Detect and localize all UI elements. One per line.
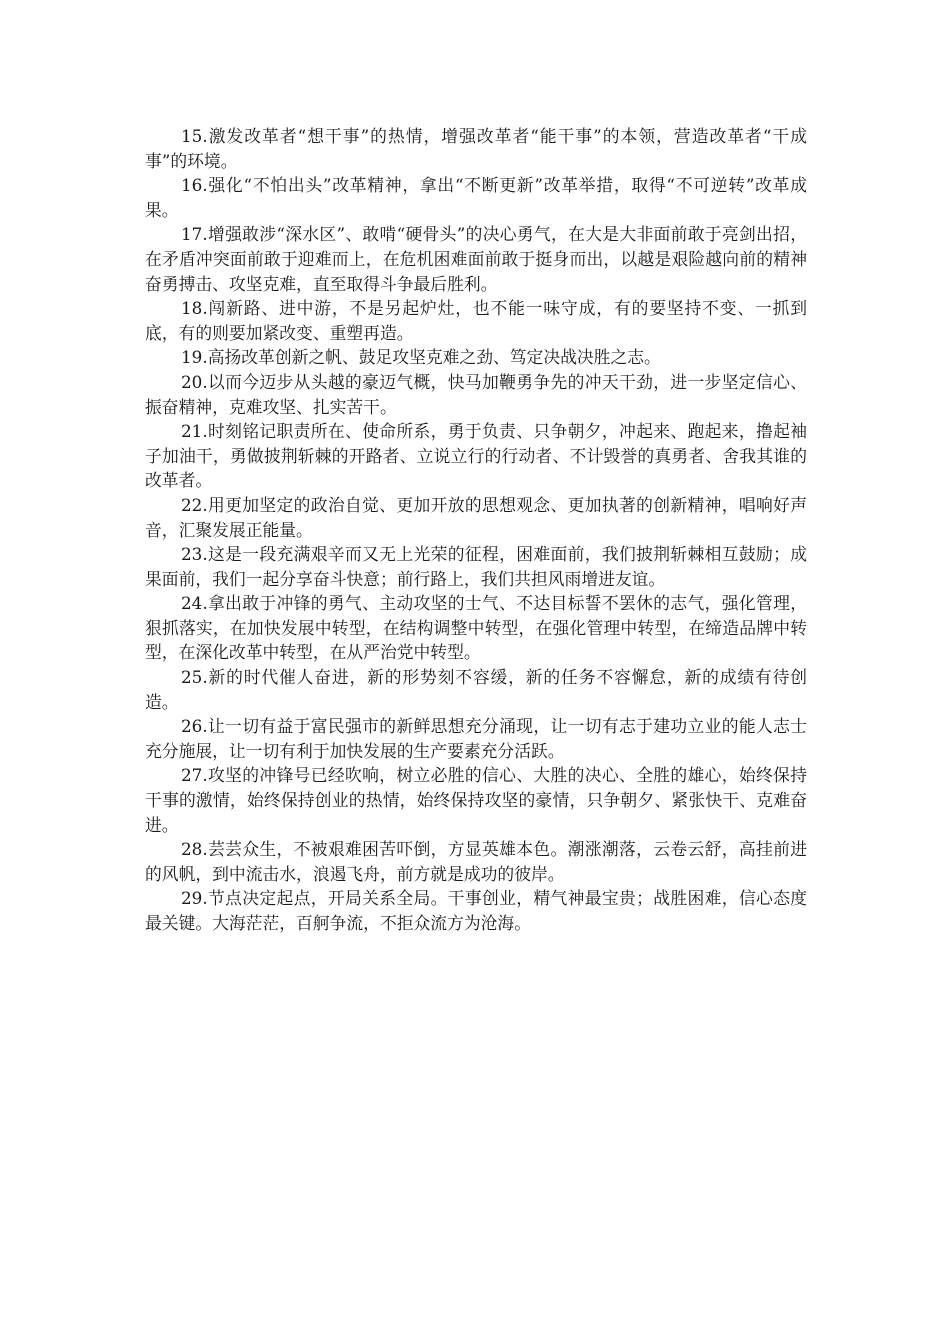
paragraph-15: 15.激发改革者“想干事”的热情，增强改革者“能干事”的本领，营造改革者“干成事”的环境。 (145, 126, 807, 171)
document-body (145, 124, 807, 936)
paragraph-22: 22.用更加坚定的政治自觉、更加开放的思想观念、更加执著的创新精神，唱响好声音，汇聚发展正能量。 (145, 494, 807, 540)
paragraph-28: 28.芸芸众生，不被艰难困苦吓倒，方显英雄本色。潮涨潮落，云卷云舒，高挂前进的风帆，到中流击水，浪遏飞舟，前方就是成功的彼岸。 (145, 839, 807, 884)
paragraph-20: 20.以而今迈步从头越的豪迈气概，快马加鞭勇争先的冲天干劲，进一步坚定信心、振奋精神，克难攻坚、扎实苦干。 (145, 371, 807, 417)
paragraph-21: 21.时刻铭记职责所在、使命所系，勇于负责、只争朝夕，冲起来、跑起来，撸起袖子加油干，勇做披荆斩棘的开路者、立说立行的行动者、不计毁誉的真勇者、舍我其谁的改革者。 (145, 421, 807, 491)
paragraph-29: 29.节点决定起点，开局关系全局。干事创业，精气神最宝贵；战胜困难，信心态度最关键。大海茫茫，百舸争流，不拒众流方为沧海。 (145, 888, 807, 933)
paragraph-25: 25.新的时代催人奋进，新的形势刻不容缓，新的任务不容懈怠，新的成绩有待创造。 (145, 667, 807, 712)
paragraph-18: 18.闯新路、进中游，不是另起炉灶，也不能一味守成，有的要坚持不变、一抓到底，有的则要加紧改变、重塑再造。 (145, 298, 807, 343)
paragraph-27: 27.攻坚的冲锋号已经吹响，树立必胜的信心、大胜的决心、全胜的雄心，始终保持干事的激情，始终保持创业的热情，始终保持攻坚的豪情，只争朝夕、紧张快干、克难奋进。 (145, 765, 807, 835)
paragraph-16: 16.强化“不怕出头”改革精神，拿出“不断更新”改革举措，取得“不可逆转”改革成果。 (145, 175, 807, 220)
paragraph-24: 24.拿出敢于冲锋的勇气、主动攻坚的士气、不达目标誓不罢休的志气，强化管理，狠抓落实，在加快发展中转型，在结构调整中转型，在强化管理中转型，在缔造品牌中转型，在深化改革中转型，在从严治党中转型。 (145, 593, 807, 663)
paragraph-17: 17.增强敢涉“深水区”、敢啃“硬骨头”的决心勇气，在大是大非面前敢于亮剑出招，在矛盾冲突面前敢于迎难而上，在危机困难面前敢于挺身而出，以越是艰险越向前的精神奋勇搏击、攻坚克难，直至取得斗争最后胜利。 (145, 224, 807, 294)
paragraph-26: 26.让一切有益于富民强市的新鲜思想充分涌现，让一切有志于建功立业的能人志士充分施展，让一切有利于加快发展的生产要素充分活跃。 (145, 716, 807, 761)
paragraph-23: 23.这是一段充满艰辛而又无上光荣的征程，困难面前，我们披荆斩棘相互鼓励；成果面前，我们一起分享奋斗快意；前行路上，我们共担风雨增进友谊。 (145, 544, 807, 589)
paragraph-19: 19.高扬改革创新之帆、鼓足攻坚克难之劲、笃定决战决胜之志。 (181, 347, 661, 368)
